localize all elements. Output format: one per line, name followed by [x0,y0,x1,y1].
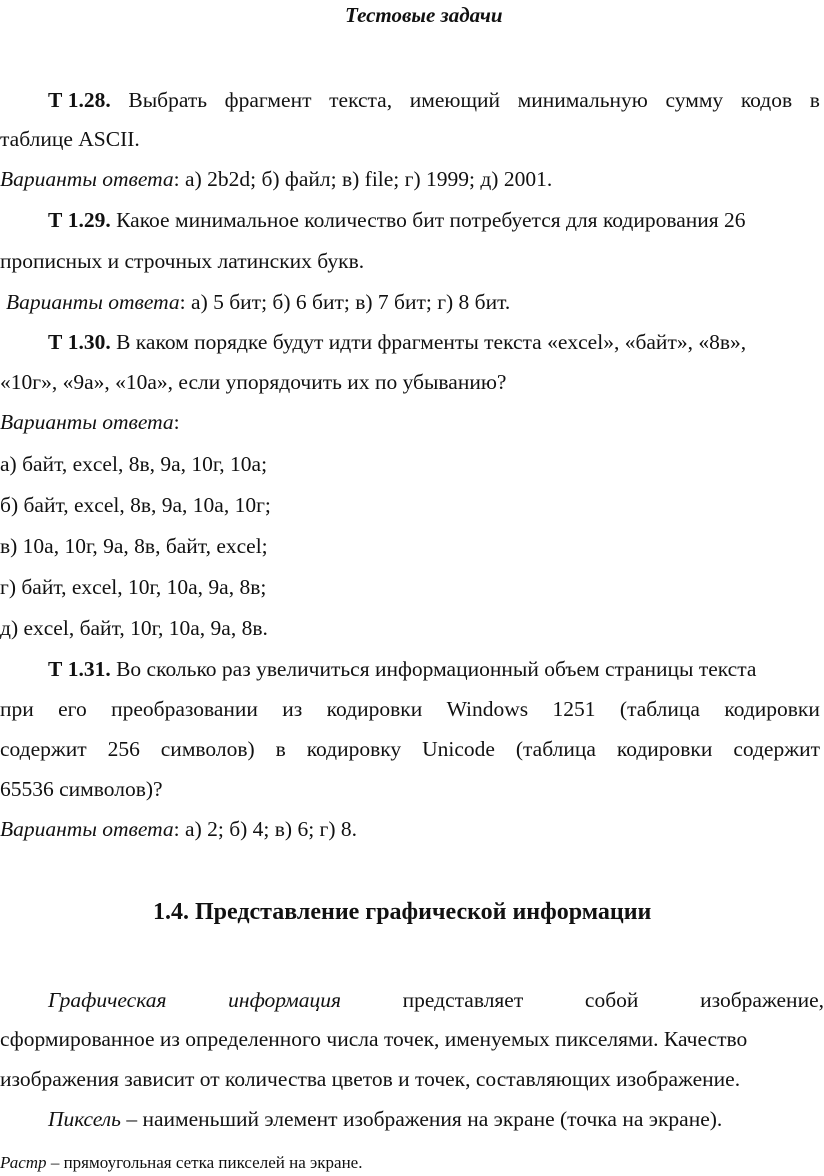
term: Растр [0,1153,47,1172]
word: из [282,697,303,721]
answer-option: г) байт, excel, 10г, 10а, 9а, 8в; [0,575,267,599]
task-text: Какое минимальное количество бит потребуется для кодирования 26 [116,208,746,232]
task-1-30-line-1 [48,329,746,355]
task-1-30-answers [0,409,180,435]
word: собой [584,988,639,1012]
task-label: Т 1.29. [48,208,111,232]
word: изображение, [700,988,824,1012]
task-1-28-line-1 [48,87,820,113]
answers-label: Варианты ответа [6,290,180,314]
task-1-31-line-4: 65536 символов)? [0,777,163,801]
word: преобразовании [111,697,258,721]
word: 1251 [552,697,596,721]
word: (таблица [619,697,700,721]
task-text: Во сколько раз увеличиться информационный объем страницы текста [116,657,757,681]
task-1-31-line-2 [0,696,820,722]
definition: – наименьший элемент изображения на экране (точка на экране). [120,1107,723,1131]
answers-label: Варианты ответа [0,167,174,191]
task-1-30-line-2: «10г», «9а», «10а», если упорядочить их по убыванию? [0,370,507,394]
word: кодировку [306,737,402,761]
answer-option: в) 10а, 10г, 9а, 8в, байт, excel; [0,534,268,558]
raster-definition [0,1150,362,1176]
word: содержит [0,737,87,761]
definition: – прямоугольная сетка пикселей на экране. [46,1153,363,1172]
word: кодов [740,88,793,112]
word: содержит [733,737,820,761]
word: в [275,737,286,761]
answers-text: : а) 5 бит; б) 6 бит; в) 7 бит; г) 8 бит. [179,290,511,314]
paragraph-line-3: изображения зависит от количества цветов и точек, составляющих изображение. [0,1067,741,1091]
answers-text: : а) 2b2d; б) файл; в) file; г) 1999; д) 2001. [173,167,553,191]
word: (таблица [515,737,596,761]
word: представляет [402,988,524,1012]
task-text: В каком порядке будут идти фрагменты текста «excel», «байт», «8в», [116,330,747,354]
word: Windows [446,697,529,721]
answer-option: а) байт, excel, 8в, 9а, 10г, 10а; [0,452,268,476]
word: имеющий [409,88,501,112]
task-1-29-line-1 [48,207,746,233]
word: символов) [160,737,255,761]
task-1-28-line-2: таблице ASCII. [0,127,140,151]
word: кодировки [326,697,423,721]
paragraph-line-1 [48,987,824,1013]
answers-label: Варианты ответа [0,410,174,434]
pixel-definition [48,1106,722,1132]
word: Unicode [422,737,495,761]
answer-option: д) excel, байт, 10г, 10а, 9а, 8в. [0,616,268,640]
task-1-31-answers [0,816,357,842]
task-1-31-line-3 [0,736,820,762]
answers-text: : а) 2; б) 4; в) 6; г) 8. [173,817,358,841]
term: Пиксель [48,1107,121,1131]
word: сумму [665,88,724,112]
word: Выбрать [128,88,208,112]
term: Графическая [48,988,167,1012]
word: фрагмент [224,88,312,112]
word: текста, [329,88,393,112]
term: информация [228,988,341,1012]
page-title: Тестовые задачи [345,3,503,27]
task-1-28-answers [0,166,552,192]
task-1-29-line-2: прописных и строчных латинских букв. [0,249,365,273]
word: его [58,697,87,721]
section-heading: 1.4. Представление графической информации [153,899,652,925]
word: минимальную [517,88,648,112]
task-label: Т 1.31. [48,657,111,681]
word: 256 [107,737,140,761]
task-label: Т 1.30. [48,330,111,354]
word: кодировки [724,697,820,721]
word: в [809,88,820,112]
task-1-31-line-1 [48,656,756,682]
task-1-29-answers [6,289,510,315]
word: кодировки [616,737,713,761]
answer-option: б) байт, excel, 8в, 9а, 10а, 10г; [0,493,271,517]
task-label: Т 1.28. [48,88,111,112]
answers-label: Варианты ответа [0,817,174,841]
paragraph-line-2: сформированное из определенного числа точек, именуемых пикселями. Качество [0,1027,748,1051]
word: при [0,697,34,721]
answers-colon: : [173,410,180,434]
